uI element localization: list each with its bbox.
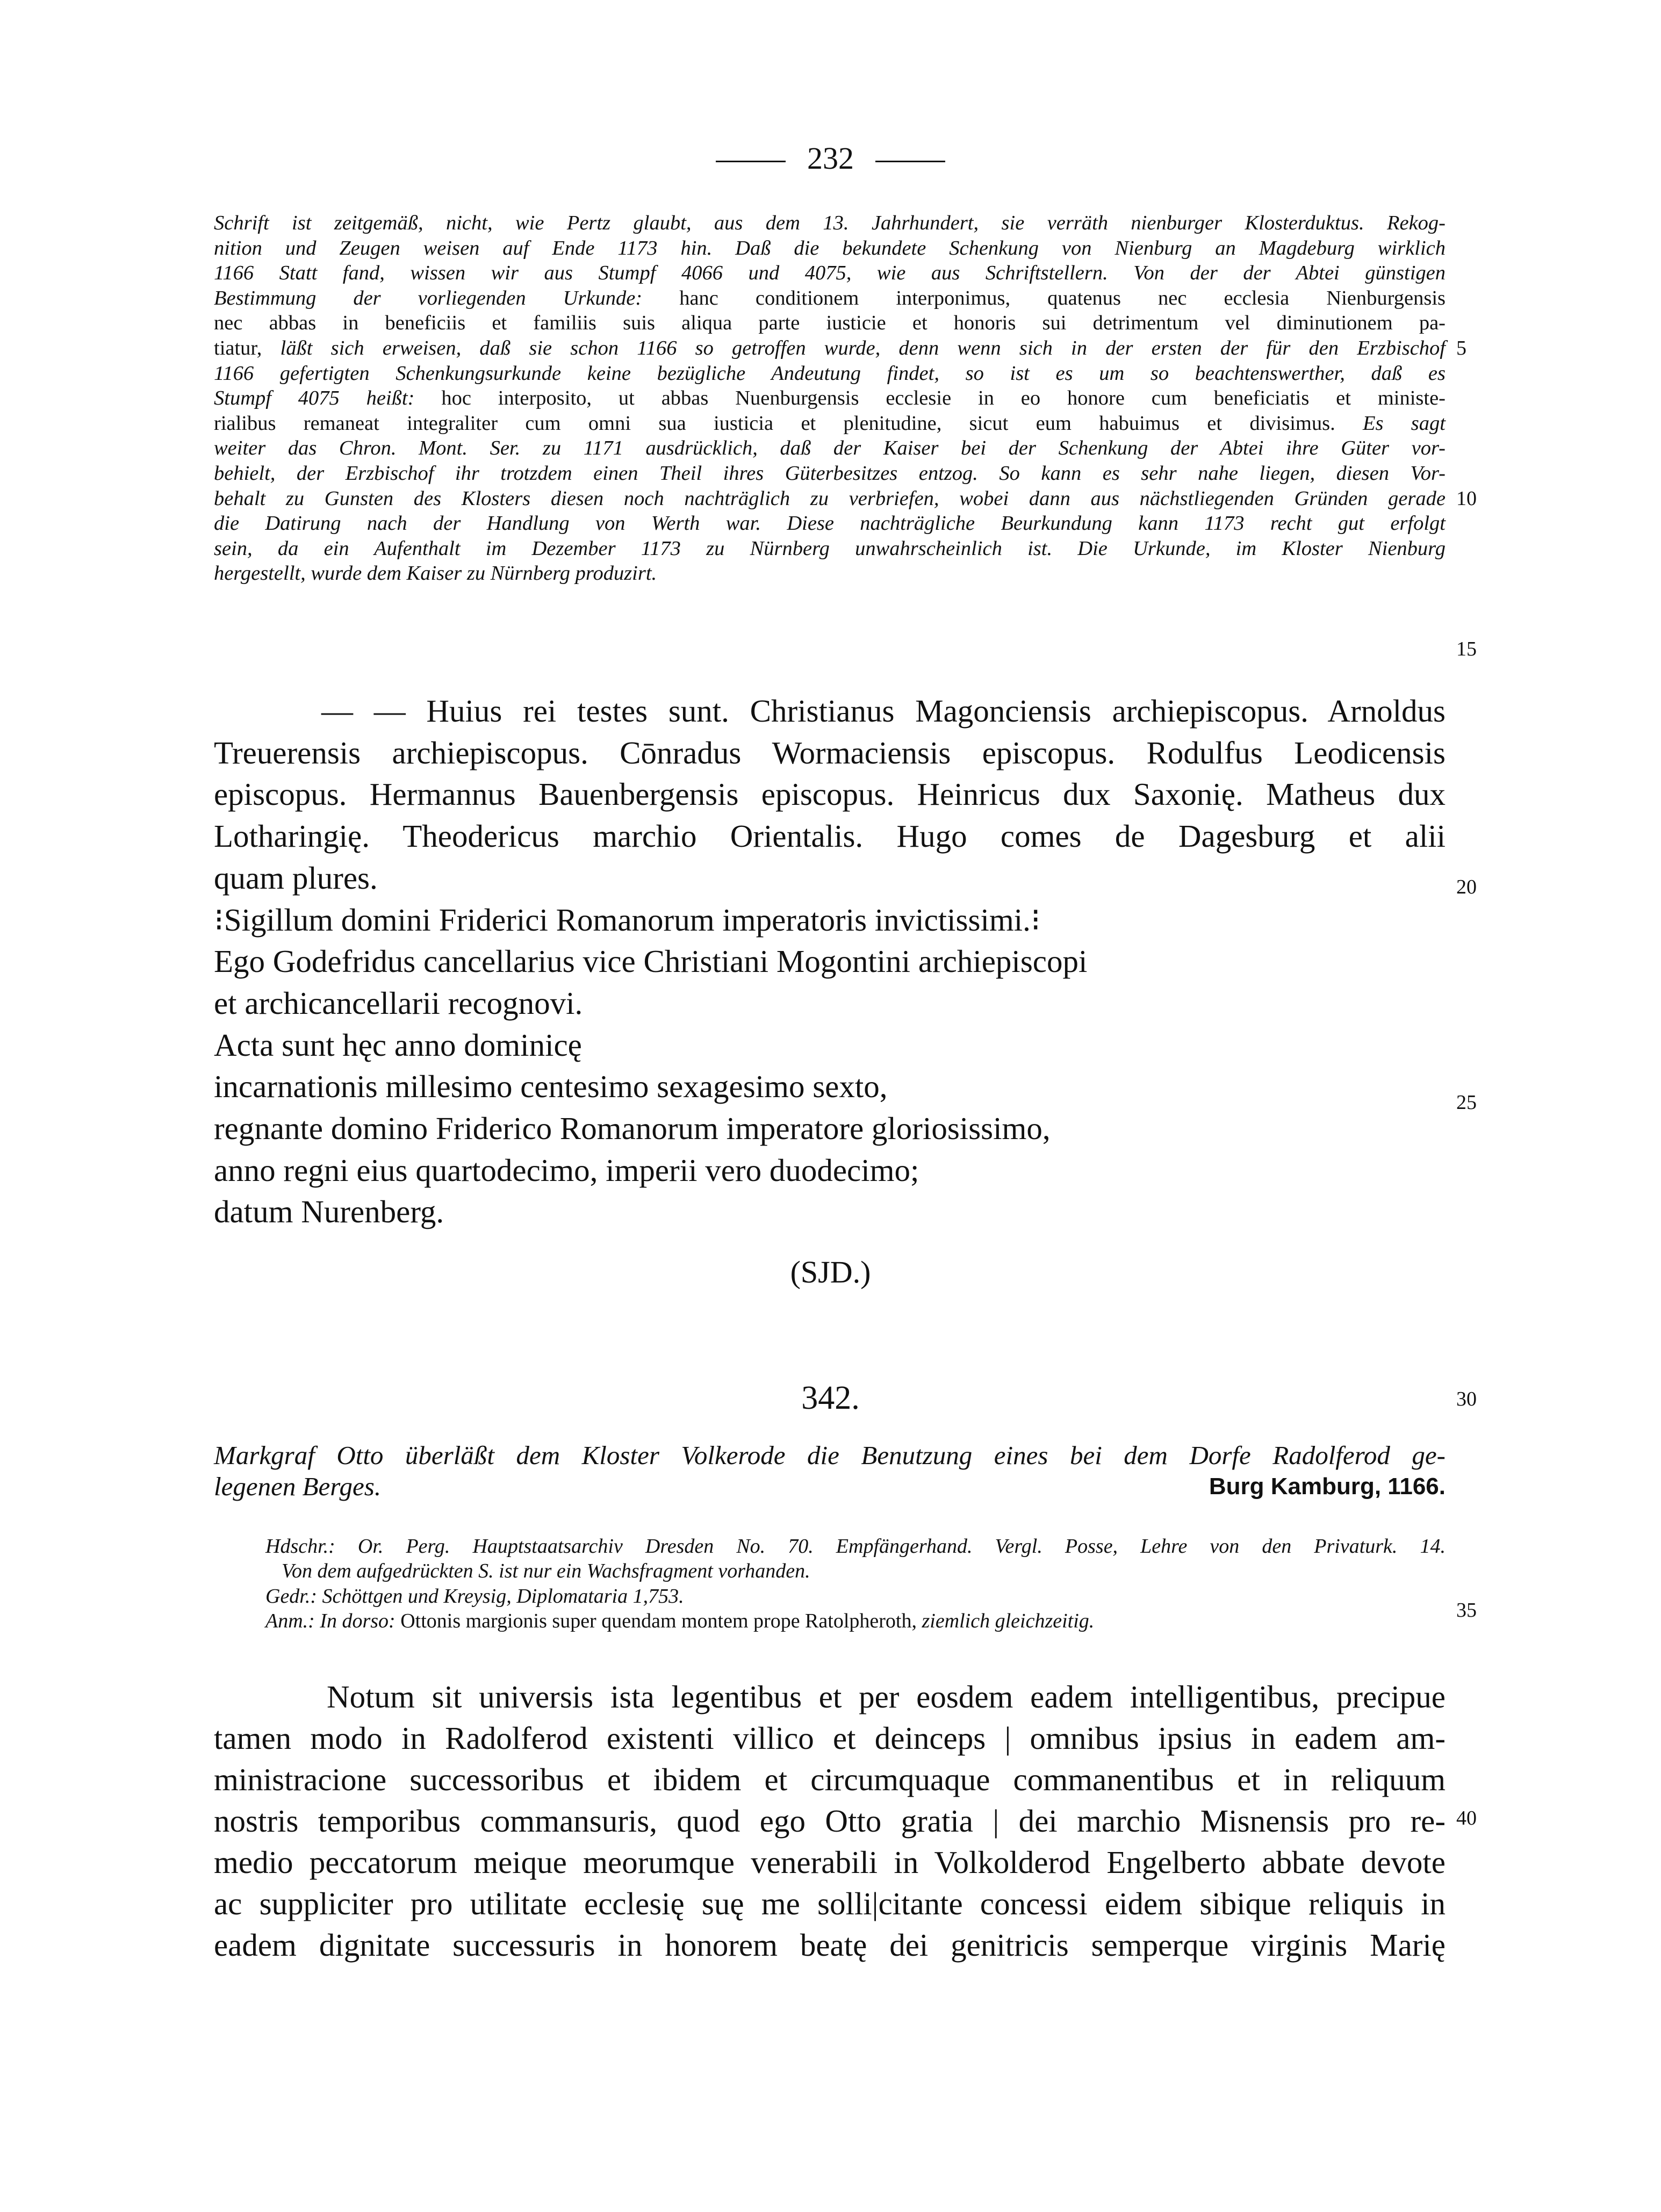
segment: Bestimmung der vorliegenden Urkunde: <box>214 286 680 309</box>
line-number-5: 5 <box>1456 337 1466 359</box>
witness-line: — — Huius rei testes sunt. Christianus Magonciensis archiepiscopus. Arnoldus <box>321 693 1446 729</box>
segment: hanc conditionem interponimus, quatenus nec ecclesia Nienburgensis <box>679 286 1446 309</box>
commentary-line <box>214 336 1446 361</box>
commentary-line <box>214 261 1446 286</box>
commentary-block <box>214 211 1446 586</box>
line-number-30: 30 <box>1456 1388 1477 1410</box>
regest-line: Markgraf Otto überläßt dem Kloster Volkerode die Benutzung eines bei dem Dorfe Radolferod ge- <box>214 1440 1446 1470</box>
segment: Gedr.: Schöttgen und Kreysig, Diplomataria 1,753. <box>265 1584 684 1608</box>
recognition-line: Ego Godefridus cancellarius vice Christiani Mogontini archiepiscopi <box>214 943 1088 979</box>
segment: Ottonis margionis super quendam montem prope Ratolpheroth, <box>400 1609 922 1632</box>
document-text <box>214 1676 1446 1966</box>
header-rule-right <box>875 161 945 162</box>
apparatus-line <box>265 1609 1446 1633</box>
place-date: Burg Kamburg, 1166. <box>1209 1473 1446 1500</box>
segment: nition und Zeugen weisen auf Ende 1173 hin. Daß die bekundete Schenkung von Nienburg an Magdeburg wirklich <box>214 236 1446 260</box>
recognition-line: et archicancellarii recognovi. <box>214 985 583 1021</box>
commentary-line <box>214 461 1446 486</box>
dating-line: Acta sunt hęc anno dominicę <box>214 1027 582 1063</box>
commentary-line <box>214 361 1446 386</box>
apparatus-block <box>265 1534 1446 1633</box>
line-number-10: 10 <box>1456 487 1477 510</box>
witness-line: quam plures. <box>214 860 378 896</box>
line-number-25: 25 <box>1456 1091 1477 1114</box>
segment: 1166 gefertigten Schenkungsurkunde keine bezügliche Andeutung findet, so ist es um so beachtenswerther, daß es <box>214 362 1446 385</box>
commentary-line <box>214 386 1446 411</box>
commentary-line <box>214 436 1446 461</box>
segment: rialibus remaneat integraliter cum omni sua iusticia et plenitudine, sicut eum habuimus et divisimus. <box>214 412 1363 435</box>
regest-block <box>214 1440 1446 1502</box>
text-line: ministracione successoribus et ibidem et circumquaque commanentibus et in reliquum <box>214 1762 1446 1797</box>
witness-line: Lotharingię. Theodericus marchio Orientalis. Hugo comes de Dagesburg et alii <box>214 818 1446 854</box>
document-number: 342. <box>801 1380 860 1416</box>
segment: sein, da ein Aufenthalt im Dezember 1173 zu Nürnberg unwahrscheinlich ist. Die Urkunde, im Kloster Nienburg <box>214 537 1446 560</box>
segment: Stumpf 4075 heißt: <box>214 387 442 410</box>
text-line: Notum sit universis ista legentibus et per eosdem eadem intelligentibus, precipue <box>327 1679 1446 1714</box>
text-line: nostris temporibus commansuris, quod ego Otto gratia | dei marchio Misnensis pro re- <box>214 1803 1446 1839</box>
dating-line: datum Nurenberg. <box>214 1194 444 1230</box>
commentary-line <box>214 486 1446 511</box>
segment: Schrift ist zeitgemäß, nicht, wie Pertz glaubt, aus dem 13. Jahrhundert, sie verräth nienburger Klosterduktus. Rekog- <box>214 212 1446 234</box>
witness-line: Treuerensis archiepiscopus. Cōnradus Wormaciensis episcopus. Rodulfus Leodicensis <box>214 734 1446 770</box>
commentary-line <box>214 511 1446 536</box>
segment: 1166 Statt fand, wissen wir aus Stumpf 4066 und 4075, wie aus Schriftstellern. Von der der Abtei günstigen <box>214 262 1446 285</box>
commentary-line <box>214 211 1446 236</box>
witness-line: episcopus. Hermannus Bauenbergensis episcopus. Heinricus dux Saxonię. Matheus dux <box>214 776 1446 812</box>
segment: weiter das Chron. Mont. Ser. zu 1171 ausdrücklich, daß der Kaiser bei der Schenkung der Abtei ihre Güter vor- <box>214 437 1446 460</box>
segment: behalt zu Gunsten des Klosters diesen noch nachträglich zu verbriefen, wobei dann aus nächstliegenden Gründen gerade <box>214 487 1446 510</box>
text-line: medio peccatorum meique meorumque venerabili in Volkolderod Engelberto abbate devote <box>214 1844 1446 1880</box>
segment: hergestellt, wurde dem Kaiser zu Nürnberg produzirt. <box>214 562 657 585</box>
segment: Von dem aufgedrückten S. ist nur ein Wachsfragment vorhanden. <box>282 1560 810 1583</box>
commentary-line <box>214 411 1446 436</box>
header-rule-left <box>716 161 786 162</box>
segment: Anm.: In dorso: <box>265 1609 401 1632</box>
line-number-35: 35 <box>1456 1599 1477 1622</box>
segment: ziemlich gleichzeitig. <box>922 1609 1095 1632</box>
line-number-15: 15 <box>1456 638 1477 660</box>
segment: läßt sich erweisen, daß sie schon 1166 so getroffen wurde, denn wenn sich in der ersten der für den Erzbischof <box>280 336 1446 359</box>
apparatus-line <box>265 1559 1446 1583</box>
commentary-line <box>214 286 1446 311</box>
line-number-40: 40 <box>1456 1807 1477 1829</box>
dating-line: anno regni eius quartodecimo, imperii vero duodecimo; <box>214 1152 919 1188</box>
sigillum-line: ⁝Sigillum domini Friderici Romanorum imperatoris invictissimi.⁝ <box>214 902 1041 938</box>
text-line: ac suppliciter pro utilitate ecclesię suę me solli|citante concessi eidem sibique reliquis in <box>214 1886 1446 1921</box>
segment: nec abbas in beneficiis et familiis suis aliqua parte iusticie et honoris sui detrimentum vel diminutionem pa- <box>214 312 1446 335</box>
segment: tiatur, <box>214 336 281 359</box>
segment: Es sagt <box>1363 412 1446 435</box>
commentary-line <box>214 561 1446 586</box>
commentary-line <box>214 311 1446 336</box>
commentary-line <box>214 536 1446 561</box>
regest-line-2 <box>214 1471 1446 1502</box>
witness-block <box>214 690 1446 1233</box>
dating-line: regnante domino Friderico Romanorum imperatore gloriosissimo, <box>214 1111 1051 1147</box>
page-number: 232 <box>807 141 854 176</box>
segment: Hdschr.: Or. Perg. Hauptstaatsarchiv Dresden No. 70. Empfängerhand. Vergl. Posse, Lehre von den Privaturk. 14. <box>265 1535 1446 1558</box>
editor-siglum: (SJD.) <box>790 1255 871 1289</box>
dating-line: incarnationis millesimo centesimo sexagesimo sexto, <box>214 1069 888 1105</box>
segment: die Datirung nach der Handlung von Werth war. Diese nachträgliche Beurkundung kann 1173 recht gut erfolgt <box>214 512 1446 535</box>
text-line: tamen modo in Radolferod existenti villico et deinceps | omnibus ipsius in eadem am- <box>214 1720 1446 1756</box>
segment: hoc interposito, ut abbas Nuenburgensis ecclesie in eo honore cum beneficiatis et ministe- <box>441 387 1446 410</box>
apparatus-line <box>265 1534 1446 1559</box>
apparatus-line <box>265 1584 1446 1609</box>
commentary-line <box>214 236 1446 261</box>
regest-line-text: legenen Berges. <box>214 1472 382 1501</box>
segment: behielt, der Erzbischof ihr trotzdem einen Theil ihres Güterbesitzes entzog. So kann es sehr nahe liegen, diesen Vor- <box>214 462 1446 485</box>
text-line: eadem dignitate successuris in honorem beatę dei genitricis semperque virginis Marię <box>214 1927 1446 1963</box>
page-header <box>0 137 1661 180</box>
line-number-20: 20 <box>1456 876 1477 898</box>
